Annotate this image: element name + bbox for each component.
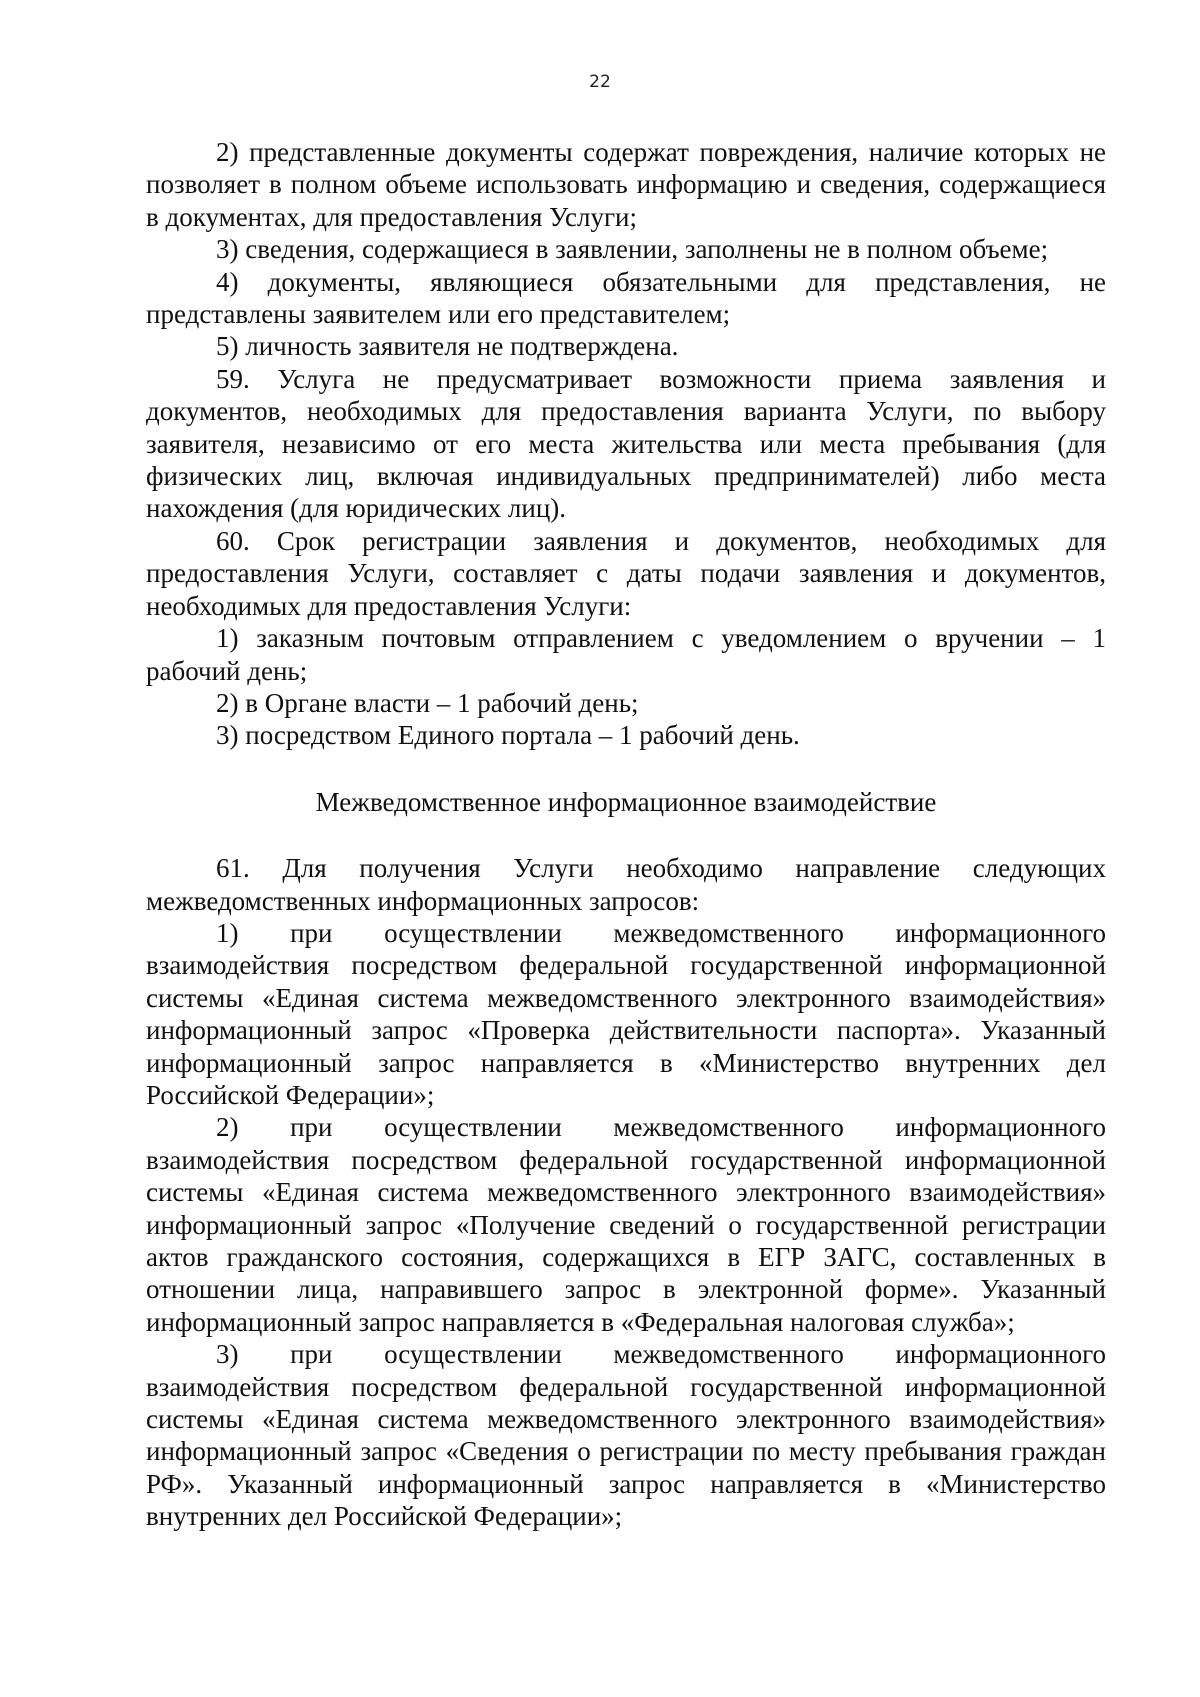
paragraph-58-item-4: 4) документы, являющиеся обязательными для представления, не представлены заявителем или его представителем; <box>146 266 1106 330</box>
paragraph-61: 61. Для получения Услуги необходимо направление следующих межведомственных информационных запросов: <box>146 853 1106 916</box>
paragraph-58-item-3: 3) сведения, содержащиеся в заявлении, заполнены не в полном объеме; <box>216 234 1049 265</box>
paragraph-58-item-5: 5) личность заявителя не подтверждена. <box>216 331 679 362</box>
section-heading: Межведомственное информационное взаимодействие <box>315 786 937 817</box>
paragraph-60-item-2: 2) в Органе власти – 1 рабочий день; <box>216 687 639 718</box>
paragraph-61-item-3: 3) при осуществлении межведомственного информационного взаимодействия посредством федеральной государственной информационной системы «Единая система межведомственного электронного взаимодействия» информационный запрос «Сведения о регистрации по месту пребывания граждан РФ». Указанный информационный запрос направляется в «Министерство внутренних дел Российской Федерации»; <box>146 1339 1106 1532</box>
paragraph-60-item-1: 1) заказным почтовым отправлением с уведомлением о вручении – 1 рабочий день; <box>146 623 1106 686</box>
paragraph-61-item-1: 1) при осуществлении межведомственного информационного взаимодействия посредством федеральной государственной информационной системы «Единая система межведомственного электронного взаимодействия» информационный запрос «Проверка действительности паспорта». Указанный информационный запрос направляется в «Министерство внутренних дел Российской Федерации»; <box>146 917 1106 1110</box>
paragraph-60: 60. Срок регистрации заявления и документов, необходимых для предоставления Услуги, составляет с даты подачи заявления и документов, необходимых для предоставления Услуги: <box>146 525 1106 621</box>
paragraph-60-item-3: 3) посредством Единого портала – 1 рабочий день. <box>216 720 800 751</box>
paragraph-58-item-2: 2) представленные документы содержат повреждения, наличие которых не позволяет в полном объеме использовать информацию и сведения, содержащиеся в документах, для предоставления Услуги; <box>146 137 1106 232</box>
paragraph-59: 59. Услуга не предусматривает возможности приема заявления и документов, необходимых для предоставления варианта Услуги, по выбору заявителя, независимо от его места жительства или места пребывания (для физических лиц, включая индивидуальных предпринимателей) либо места нахождения (для юридических лиц). <box>146 363 1106 524</box>
page-number: 22 <box>589 72 611 92</box>
page-body <box>146 136 1106 1533</box>
paragraph-61-item-2: 2) при осуществлении межведомственного информационного взаимодействия посредством федеральной государственной информационной системы «Единая система межведомственного электронного взаимодействия» информационный запрос «Получение сведений о государственной регистрации актов гражданского состояния, содержащихся в ЕГР ЗАГС, составленных в отношении лица, направившего запрос в электронной форме». Указанный информационный запрос направляется в «Федеральная налоговая служба»; <box>146 1112 1106 1337</box>
